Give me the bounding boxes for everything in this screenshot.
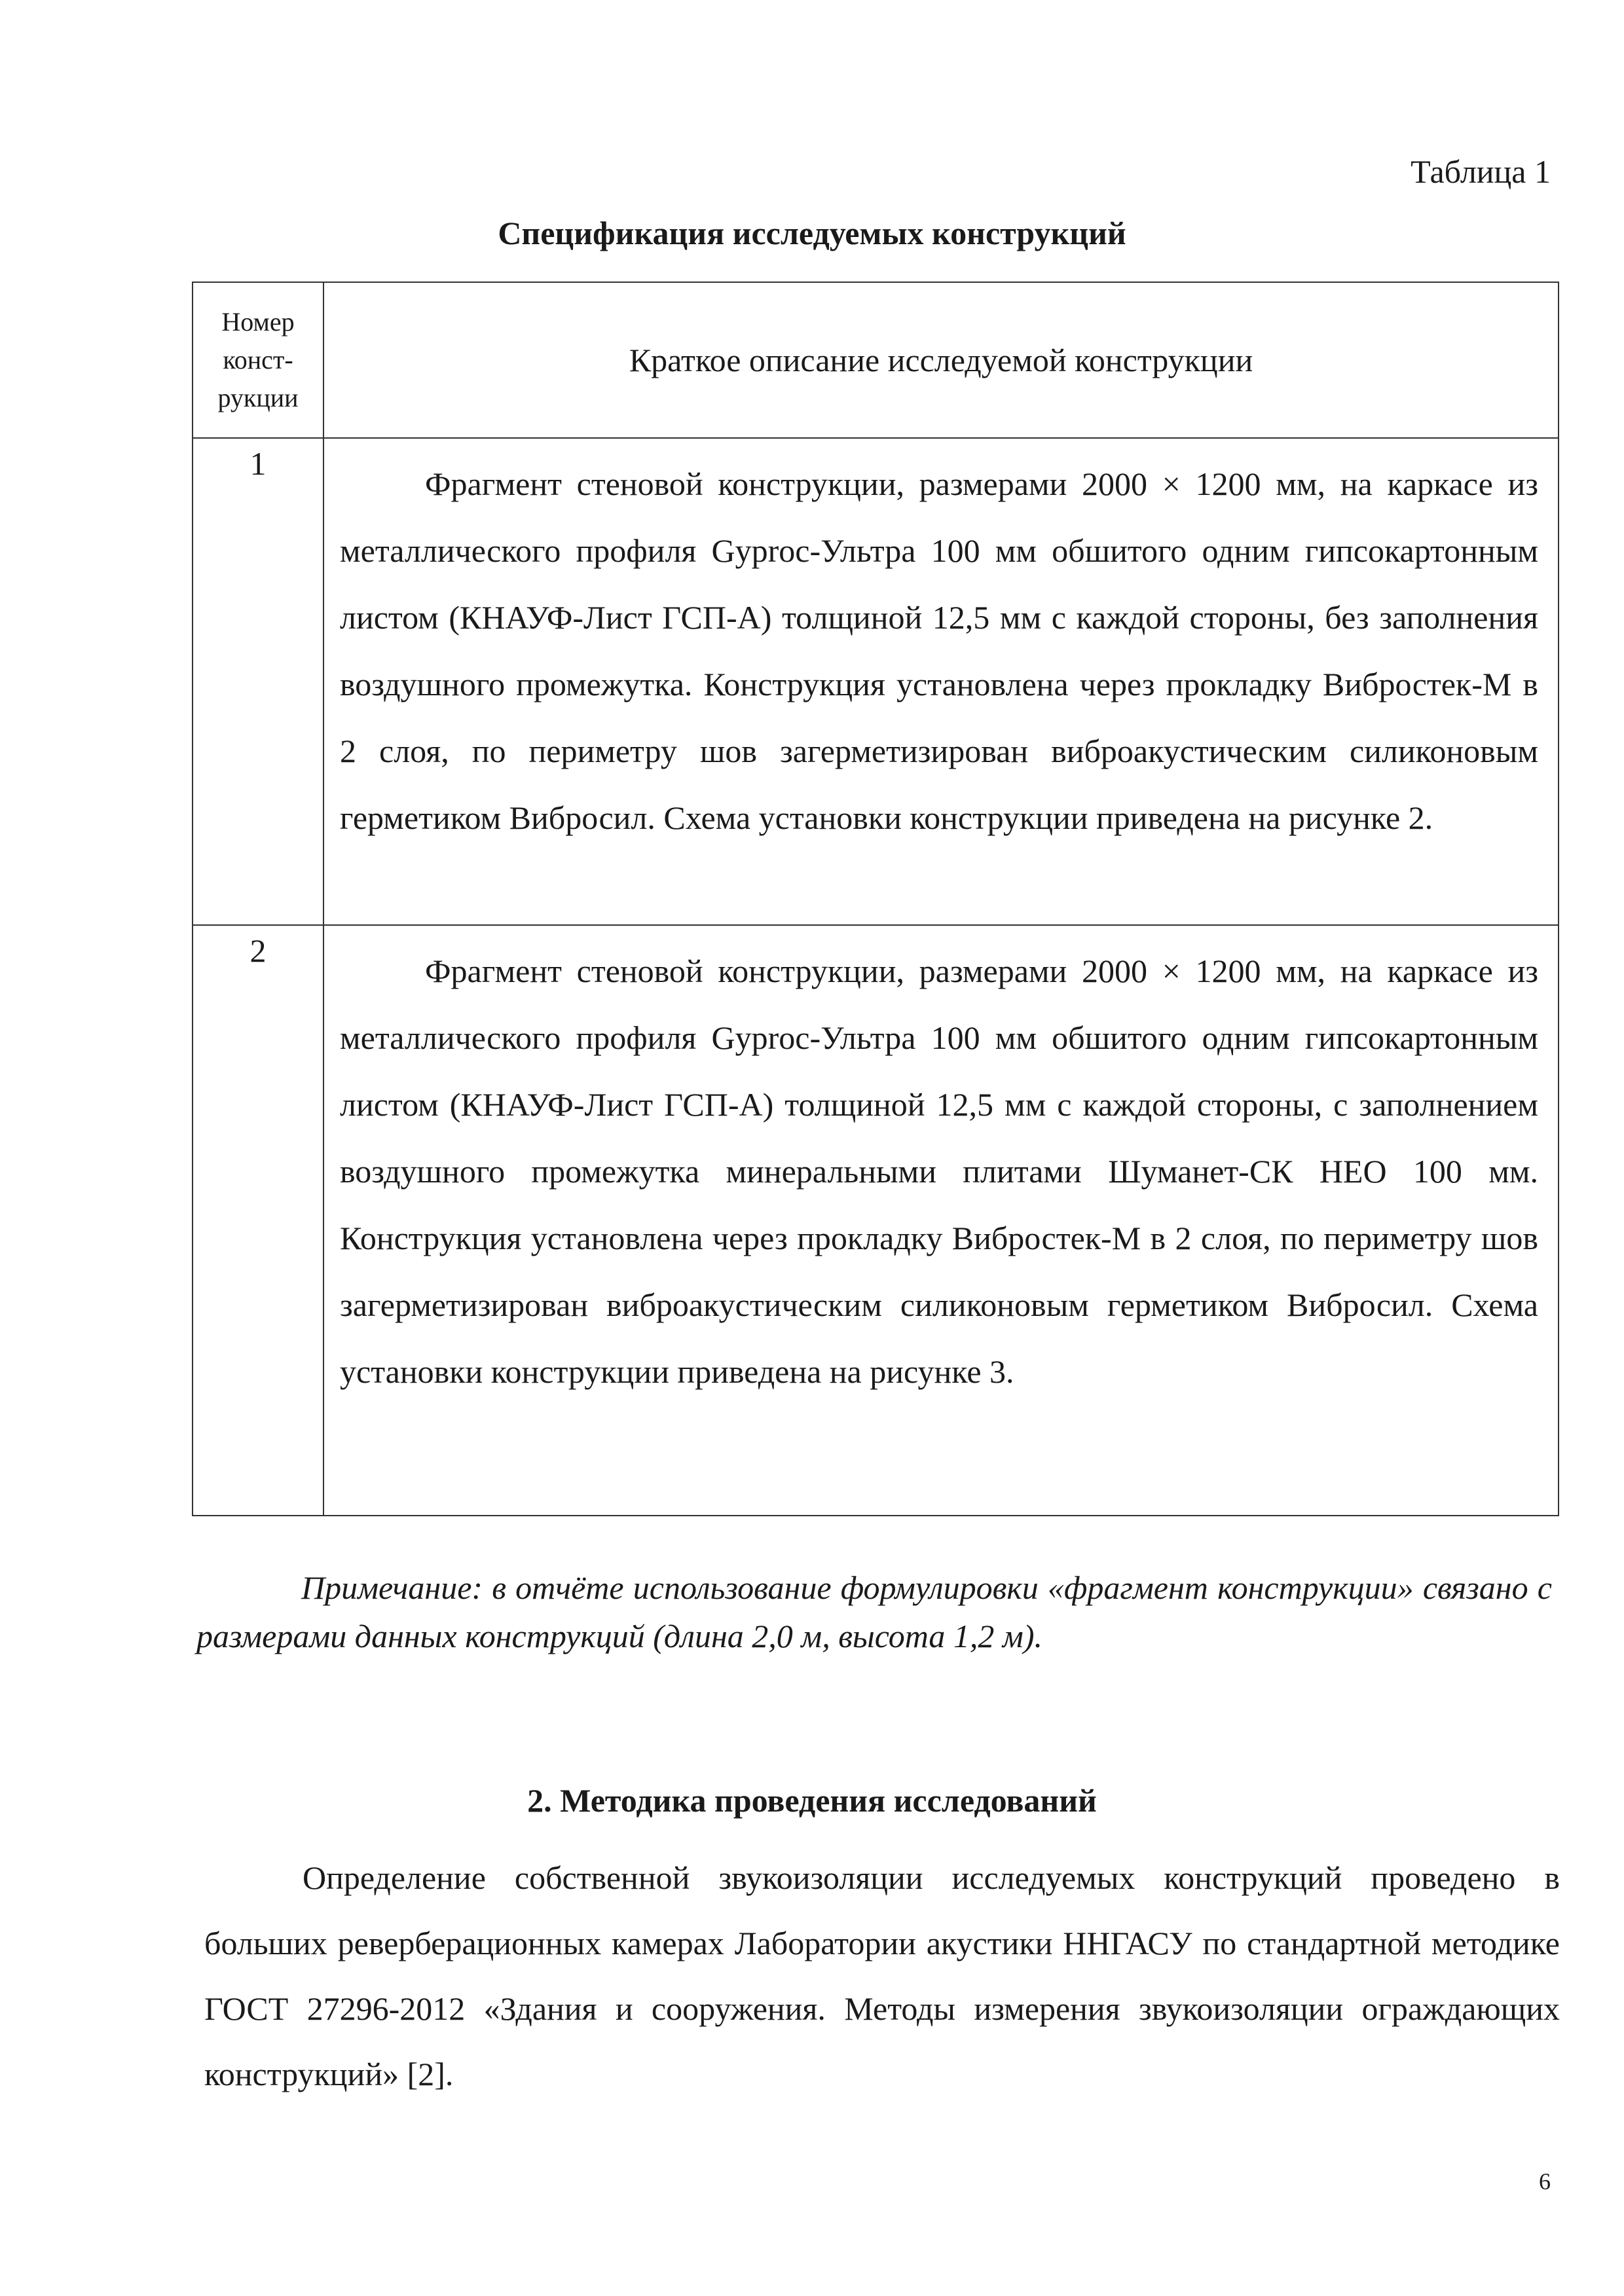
specification-table (192, 282, 1559, 1516)
header-number-line: рукции (217, 383, 299, 412)
header-number-line: конст- (223, 345, 293, 374)
header-description-cell: Краткое описание исследуемой конструкции (323, 282, 1559, 438)
row-number-cell: 2 (193, 925, 323, 1516)
header-number-line: Номер (221, 307, 295, 337)
page-number: 6 (1539, 2168, 1551, 2195)
table-header-row (193, 282, 1559, 438)
header-number-cell (193, 282, 323, 438)
row-description-cell: Фрагмент стеновой конструкции, размерами 2000 × 1200 мм, на каркасе из металлического профиля Gyproc-Ультра 100 мм обшитого одним гипсокартонным листом (КНАУФ-Лист ГСП-А) толщиной 12,5 мм с каждой стороны, с заполнением воздушного промежутка минеральными плитами Шуманет-СК НЕО 100 мм. Конструкция установлена через прокладку Вибростек-М в 2 слоя, по периметру шов загерметизирован виброакустическим силиконовым герметиком Вибросил. Схема установки конструкции приведена на рисунке 3. (323, 925, 1559, 1516)
table-title: Спецификация исследуемых конструкций (498, 215, 1126, 251)
section-heading: 2. Методика проведения исследований (527, 1782, 1097, 1819)
row-description-cell: Фрагмент стеновой конструкции, размерами 2000 × 1200 мм, на каркасе из металлического профиля Gyproc-Ультра 100 мм обшитого одним гипсокартонным листом (КНАУФ-Лист ГСП-А) толщиной 12,5 мм с каждой стороны, без заполнения воздушного промежутка. Конструкция установлена через прокладку Вибростек-М в 2 слоя, по периметру шов загерметизирован виброакустическим силиконовым герметиком Вибросил. Схема установки конструкции приведена на рисунке 2. (323, 438, 1559, 925)
table-row (193, 438, 1559, 925)
table-label: Таблица 1 (1411, 153, 1551, 190)
table-row (193, 925, 1559, 1516)
row-number-cell: 1 (193, 438, 323, 925)
body-paragraph: Определение собственной звукоизоляции исследуемых конструкций проведено в больших реверберационных камерах Лаборатории акустики ННГАСУ по стандартной методике ГОСТ 27296-2012 «Здания и сооружения. Методы измерения звукоизоляции ограждающих конструкций» [2]. (204, 1859, 1560, 2092)
table-note: Примечание: в отчёте использование формулировки «фрагмент конструкции» связано с размерами данных конструкций (длина 2,0 м, высота 1,2 м). (196, 1569, 1552, 1654)
